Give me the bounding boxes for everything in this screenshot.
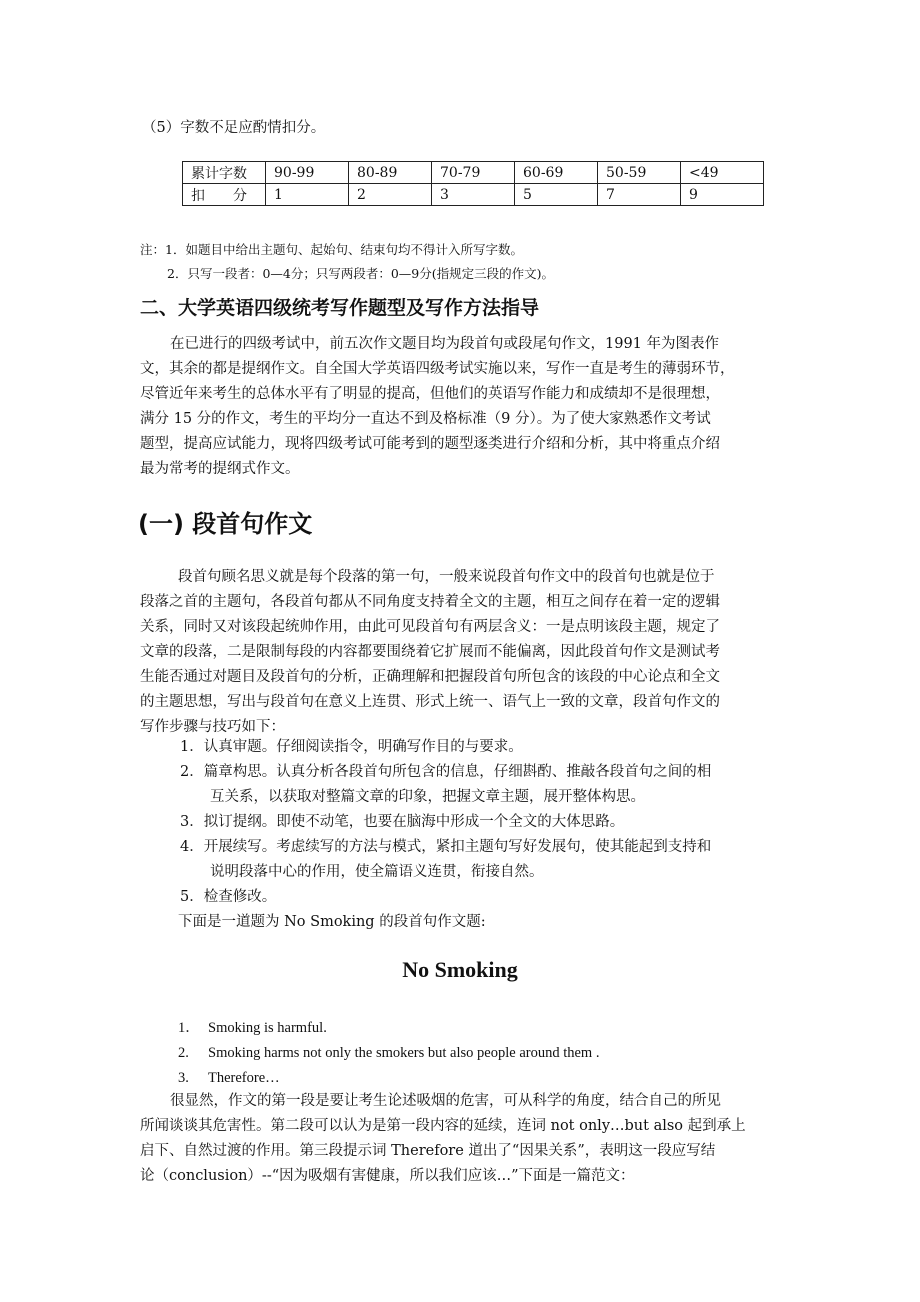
- text-line: 论（conclusion）--“因为吸烟有害健康，所以我们应该…”下面是一篇范文：: [140, 1168, 635, 1184]
- list-item: 3．拟订提纲。即使不动笔，也要在脑海中形成一个全文的大体思路。: [180, 814, 625, 830]
- intro-paragraph: [140, 332, 780, 482]
- list-item: 5．检查修改。: [180, 889, 277, 905]
- text-line: 很显然，作文的第一段是要让考生论述吸烟的危害，可从科学的角度，结合自己的所见: [170, 1093, 721, 1109]
- table-cell: <49: [681, 162, 764, 184]
- subsection-heading: (一) 段首句作文: [138, 510, 313, 538]
- body-paragraph: [140, 565, 780, 740]
- text-line: 尽管近年来考生的总体水平有了明显的提高，但他们的英语写作能力和成绩却不是很理想，: [140, 386, 720, 402]
- table-cell: 70-79: [432, 162, 515, 184]
- list-text: Smoking harms not only the smokers but also people around them .: [208, 1045, 600, 1061]
- text-line: 文，其余的都是提纲作文。自全国大学英语四级考试实施以来，写作一直是考生的薄弱环节，: [140, 361, 735, 377]
- list-item: 2．篇章构思。认真分析各段首句所包含的信息，仔细斟酌、推敲各段首句之间的相: [180, 764, 712, 780]
- table-cell: 60-69: [515, 162, 598, 184]
- text-line: 段落之首的主题句，各段首句都从不同角度支持着全文的主题，相互之间存在着一定的逻辑: [140, 594, 720, 610]
- essay-title: No Smoking: [402, 957, 518, 982]
- text-line: 满分 15 分的作文，考生的平均分一直达不到及格标准（9 分）。为了使大家熟悉作文考试: [140, 411, 711, 427]
- section-2-heading: 二、大学英语四级统考写作题型及写作方法指导: [140, 297, 540, 319]
- table-row: [183, 184, 764, 206]
- table-cell: 80-89: [349, 162, 432, 184]
- table-cell: 3: [432, 184, 515, 206]
- text-line: 题型，提高应试能力，现将四级考试可能考到的题型逐类进行介绍和分析，其中将重点介绍: [140, 436, 720, 452]
- text-line: 最为常考的提纲式作文。: [140, 461, 300, 477]
- table-cell: 90-99: [266, 162, 349, 184]
- example-intro: 下面是一道题为 No Smoking 的段首句作文题:: [178, 914, 486, 930]
- text-line: 生能否通过对题目及段首句的分析，正确理解和把握段首句所包含的该段的中心论点和全文: [140, 669, 720, 685]
- table-row: [183, 162, 764, 184]
- note-1: 注：1．如题目中给出主题句、起始句、结束句均不得计入所写字数。: [140, 242, 523, 257]
- table-cell: 5: [515, 184, 598, 206]
- text-line: 关系，同时又对该段起统帅作用，由此可见段首句有两层含义：一是点明该段主题，规定了: [140, 619, 720, 635]
- table-cell: 累计字数: [183, 162, 266, 184]
- text-line: 文章的段落，二是限制每段的内容都要围绕着它扩展而不能偏离，因此段首句作文是测试考: [140, 644, 720, 660]
- table-cell: 1: [266, 184, 349, 206]
- score-deduction-table: [182, 161, 764, 206]
- table-cell: 9: [681, 184, 764, 206]
- list-item: [140, 1041, 780, 1066]
- list-item: 说明段落中心的作用，使全篇语义连贯，衔接自然。: [210, 864, 544, 880]
- list-item: 4．开展续写。考虑续写的方法与模式，紧扣主题句写好发展句，使其能起到支持和: [180, 839, 712, 855]
- text-line: 段首句顾名思义就是每个段落的第一句，一般来说段首句作文中的段首句也就是位于: [178, 569, 715, 585]
- list-number: 2.: [178, 1045, 189, 1061]
- text-line: 所闻谈谈其危害性。第二段可以认为是第一段内容的延续，连词 not only…but also 起到承上: [140, 1118, 746, 1134]
- list-item: [140, 1066, 780, 1091]
- note-2: 2．只写一段者：0—4分；只写两段者：0—9分(指规定三段的作文)。: [167, 266, 555, 281]
- list-item: [140, 1016, 780, 1041]
- rule-5-text: （5）字数不足应酌情扣分。: [142, 120, 326, 136]
- list-text: Therefore…: [208, 1070, 280, 1086]
- text-line: 的主题思想，写出与段首句在意义上连贯、形式上统一、语气上一致的文章，段首句作文的: [140, 694, 720, 710]
- text-line: 写作步骤与技巧如下：: [140, 719, 285, 735]
- table-cell: 扣 分: [183, 184, 266, 206]
- list-item: 互关系，以获取对整篇文章的印象，把握文章主题，展开整体构思。: [210, 789, 645, 805]
- list-item: 1．认真审题。仔细阅读指令，明确写作目的与要求。: [180, 739, 523, 755]
- table-cell: 2: [349, 184, 432, 206]
- text-line: 在已进行的四级考试中，前五次作文题目均为段首句或段尾句作文，1991 年为图表作: [170, 336, 720, 352]
- table-cell: 7: [598, 184, 681, 206]
- table-cell: 50-59: [598, 162, 681, 184]
- list-number: 1．: [178, 1020, 200, 1036]
- essay-outline: [140, 1016, 780, 1091]
- analysis-paragraph: [140, 1089, 780, 1189]
- list-text: Smoking is harmful.: [208, 1020, 327, 1036]
- steps-list: [140, 735, 780, 935]
- list-number: 3.: [178, 1070, 189, 1086]
- text-line: 启下、自然过渡的作用。第三段提示词 Therefore 道出了“因果关系”，表明这一段应写结: [140, 1143, 716, 1159]
